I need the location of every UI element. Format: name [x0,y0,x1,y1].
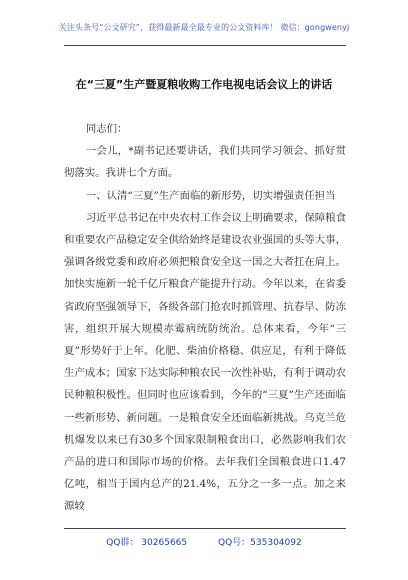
section-heading: 一、认清“三夏”生产面临的新形势，切实增强责任担当 [85,189,336,202]
body-paragraph: 一会儿，*副书记还要讲话，我们共同学习领会、抓好贯彻落实。我讲七个方面。 [64,145,346,180]
top-banner: 关注头条号“公文研究”，获得最新最全最专业的公文资料库！ 微信：gongwenyj [58,23,350,32]
document-body [64,118,346,518]
footer-divider [64,528,346,529]
header-divider [64,45,346,46]
greeting: 同志们： [85,123,128,135]
qq-group-link[interactable]: QQ群： 30265665 [106,538,188,548]
document-title: 在“三夏”生产暨夏粮收购工作电视电话会议上的讲话 [75,78,333,91]
body-paragraph: 习近平总书记在中央农村工作会议上明确要求，保障粮食和重要农产品稳定安全供给始终是建设农业强国的头等大事，强调各级党委和政府必须把粮食安全这一国之大者扛在肩上。加快实施新一轮千亿斤粮食产能提升行动。今年以来，在省委省政府坚强领导下，各级各部门抢农时抓管理、抗春旱、防冻害，组织开展大规模赤霉病统防统治。总体来看，今年“三夏”形势好于上年。化肥、柴油价格稳、供应足，有利于降低生产成本；国家下达实际种粮农民一次性补贴，有利于调动农民种粮积极性。但同时也应该看到，今年的“三夏”生产还面临一些新形势、新问题。一是粮食安全还面临新挑战。乌克兰危机爆发以来已有30多个国家限制粮食出口，必然影响我们农产品的进口和国际市场的价格。去年我们全国粮食进口1.47亿吨，相当于国内总产的21.4%，五分之一多一点。加之来源较 [64,211,346,513]
footer [0,535,408,548]
qq-number-link[interactable]: QQ号：535304092 [218,538,302,548]
